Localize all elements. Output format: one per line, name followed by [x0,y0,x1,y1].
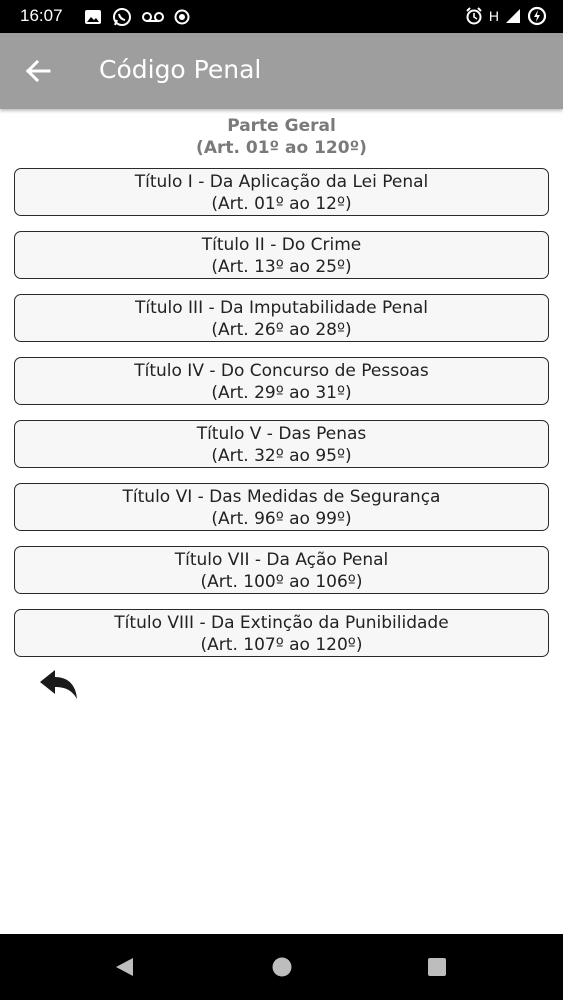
title-range: (Art. 26º ao 28º) [211,320,352,340]
system-icons [465,6,547,26]
title-list [14,168,549,672]
title-button-2[interactable] [14,231,549,279]
whatsapp-icon [112,7,132,27]
circle-home-icon[interactable] [271,956,293,978]
title-label: Título V - Das Penas [196,424,367,444]
title-label: Título III - Da Imputabilidade Penal [134,298,429,318]
signal-icon [505,8,521,24]
title-label: Título VII - Da Ação Penal [174,550,389,570]
title-label: Título VI - Das Medidas de Segurança [122,487,441,507]
title-label: Título I - Da Aplicação da Lei Penal [134,172,429,192]
title-label: Título IV - Do Concurso de Pessoas [134,361,429,381]
status-time: 16:07 [20,6,63,25]
notification-icons [84,7,190,27]
title-range: (Art. 13º ao 25º) [211,257,352,277]
record-icon [174,9,190,25]
title-range: (Art. 01º ao 12º) [211,194,352,214]
arrow-left-icon[interactable] [24,57,52,85]
title-range: (Art. 107º ao 120º) [200,635,363,655]
square-recent-icon[interactable] [426,956,448,978]
title-button-4[interactable] [14,357,549,405]
title-button-8[interactable] [14,609,549,657]
title-button-5[interactable] [14,420,549,468]
section-range: (Art. 01º ao 120º) [196,138,367,158]
title-range: (Art. 32º ao 95º) [211,446,352,466]
alarm-icon [465,7,483,25]
title-button-6[interactable] [14,483,549,531]
gallery-icon [84,8,102,26]
title-range: (Art. 29º ao 31º) [211,383,352,403]
title-button-1[interactable] [14,168,549,216]
section-title: Parte Geral [227,116,336,136]
page-title: Código Penal [99,55,262,84]
title-button-7[interactable] [14,546,549,594]
title-range: (Art. 100º ao 106º) [200,572,363,592]
network-type: H [488,8,499,24]
system-nav-bar [0,934,563,1000]
app-bar [0,33,563,109]
title-range: (Art. 96º ao 99º) [211,509,352,529]
reply-arrow-icon[interactable] [38,668,80,702]
title-label: Título II - Do Crime [201,235,362,255]
voicemail-icon [142,10,164,24]
status-bar [0,0,563,33]
section-header [0,115,563,159]
triangle-back-icon[interactable] [113,956,135,978]
battery-saver-icon [527,6,547,26]
title-label: Título VIII - Da Extinção da Punibilidade [114,613,449,633]
title-button-3[interactable] [14,294,549,342]
